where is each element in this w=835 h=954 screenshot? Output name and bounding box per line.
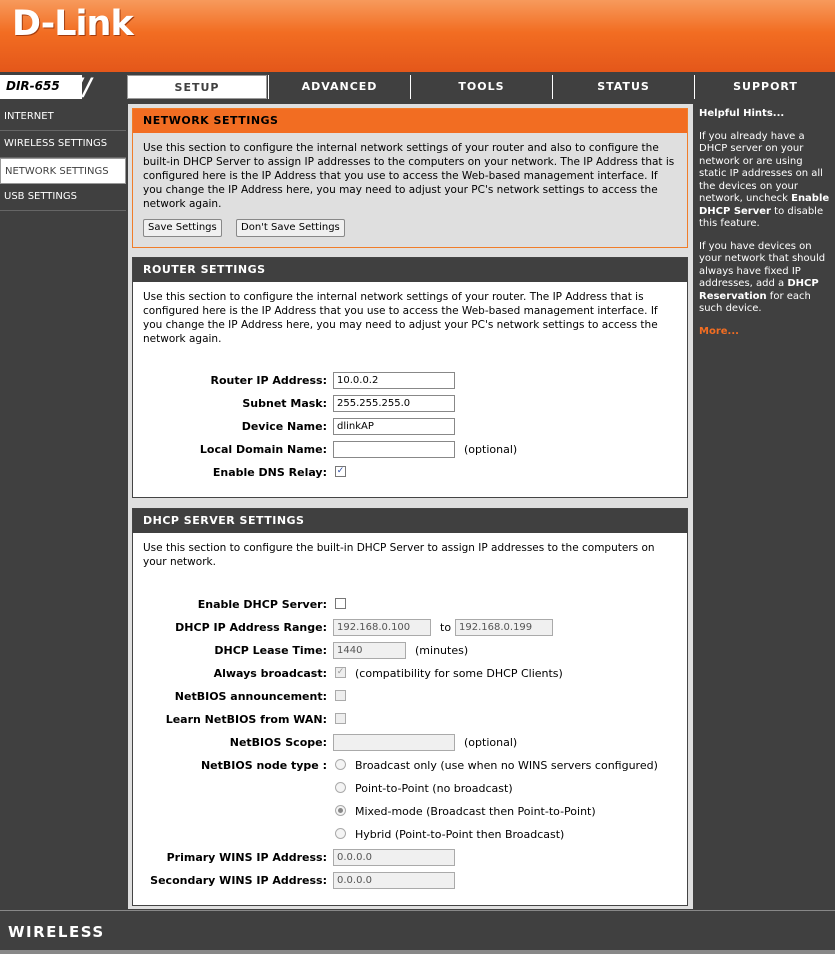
netbios-scope-input[interactable]	[333, 734, 455, 751]
hint2-bold: DHCP Reservation	[699, 278, 819, 302]
dhcp-settings-title: DHCP SERVER SETTINGS	[133, 509, 687, 533]
hint1-end: to disable this feature.	[699, 205, 824, 229]
hints-title: Helpful Hints...	[699, 108, 785, 119]
footer-wireless-label: WIRELESS	[8, 923, 105, 941]
device-name-input[interactable]: dlinkAP	[333, 418, 455, 435]
learn-netbios-label: Learn NetBIOS from WAN:	[165, 713, 327, 726]
node-mixed-row	[133, 803, 689, 823]
network-settings-desc: Use this section to configure the internal network settings of your router and also to configure the built-in DHCP Server to assign IP addresses to the computers on your network. The IP Address that is configured here is the IP Address that you use to access the Web-based management interface. If you change the IP Address here, you may need to adjust your PC's network settings to access the network again.	[143, 142, 675, 210]
netbios-scope-optional: (optional)	[464, 736, 518, 749]
main-content	[128, 104, 693, 909]
dhcp-lease-label: DHCP Lease Time:	[214, 644, 327, 657]
hint2-end: for each such device.	[699, 290, 811, 314]
always-broadcast-row	[133, 665, 689, 685]
node-broadcast-radio[interactable]	[335, 759, 346, 770]
subnet-mask-input[interactable]: 255.255.255.0	[333, 395, 455, 412]
netbios-announcement-label: NetBIOS announcement:	[174, 690, 327, 703]
dhcp-settings-desc: Use this section to configure the built-in DHCP Server to assign IP addresses to the computers on your network.	[143, 542, 655, 568]
always-broadcast-note: (compatibility for some DHCP Clients)	[355, 667, 563, 680]
dhcp-range-from-input[interactable]: 192.168.0.100	[333, 619, 431, 636]
node-hybrid-row	[133, 826, 689, 846]
tab-tools[interactable]: TOOLS	[410, 75, 552, 99]
node-p2p-radio[interactable]	[335, 782, 346, 793]
node-hybrid-radio[interactable]	[335, 828, 346, 839]
netbios-scope-label: NetBIOS Scope:	[229, 736, 327, 749]
dhcp-range-label: DHCP IP Address Range:	[175, 621, 327, 634]
always-broadcast-checkbox[interactable]: ✓	[336, 667, 345, 677]
dns-relay-label: Enable DNS Relay:	[212, 466, 327, 479]
dns-relay-row	[133, 464, 689, 484]
dhcp-range-to-label: to	[440, 621, 452, 634]
netbios-announcement-row	[133, 688, 689, 708]
node-hybrid-label: Hybrid (Point-to-Point then Broadcast)	[355, 828, 565, 841]
router-ip-label: Router IP Address:	[210, 374, 327, 387]
secondary-wins-input[interactable]: 0.0.0.0	[333, 872, 455, 889]
primary-wins-input[interactable]: 0.0.0.0	[333, 849, 455, 866]
netbios-scope-row	[133, 734, 689, 754]
router-ip-input[interactable]: 10.0.0.2	[333, 372, 455, 389]
local-domain-row	[133, 441, 689, 461]
nav-wireless-settings[interactable]: WIRELESS SETTINGS	[0, 131, 126, 158]
network-settings-section	[132, 108, 688, 248]
dlink-logo: D-Link	[12, 4, 133, 44]
hint1-text: If you already have a DHCP server on your network or are using static IP addresses on all the devices on your network, uncheck	[699, 130, 823, 204]
hint1-bold: Enable DHCP Server	[699, 193, 830, 217]
nav-usb-settings[interactable]: USB SETTINGS	[0, 184, 126, 211]
node-broadcast-label: Broadcast only (use when no WINS servers configured)	[355, 759, 658, 772]
dhcp-range-to-input[interactable]: 192.168.0.199	[455, 619, 553, 636]
tab-setup[interactable]: SETUP	[127, 75, 267, 99]
netbios-node-row	[133, 757, 689, 777]
network-settings-title: NETWORK SETTINGS	[133, 109, 687, 133]
local-domain-label: Local Domain Name:	[199, 443, 327, 456]
footer-bar	[0, 950, 835, 954]
nav-network-settings[interactable]: NETWORK SETTINGS	[0, 158, 126, 184]
hint-dhcp-reservation	[699, 241, 831, 316]
router-settings-desc: Use this section to configure the internal network settings of your router. The IP Address that is configured here is the IP Address that you use to access the Web-based management interface. If you change the IP Address here, you may need to adjust your PC's network settings to access the network again.	[143, 291, 658, 345]
router-settings-title: ROUTER SETTINGS	[133, 258, 687, 282]
subnet-mask-row	[133, 395, 689, 415]
dns-relay-checkbox[interactable]: ✓	[336, 466, 345, 476]
nav-internet[interactable]: INTERNET	[0, 104, 126, 131]
router-ip-row	[133, 372, 689, 392]
header-banner	[0, 0, 835, 72]
hint2-text: If you have devices on your network that should always have fixed IP addresses, add a	[699, 240, 826, 289]
tab-advanced[interactable]: ADVANCED	[268, 75, 410, 99]
netbios-announcement-checkbox[interactable]	[335, 690, 346, 701]
primary-wins-label: Primary WINS IP Address:	[166, 851, 327, 864]
dont-save-settings-button[interactable]: Don't Save Settings	[236, 219, 345, 237]
enable-dhcp-row	[133, 596, 689, 616]
helpful-hints-panel	[695, 104, 835, 909]
left-nav	[0, 104, 126, 211]
dhcp-range-row	[133, 619, 689, 639]
node-p2p-row	[133, 780, 689, 800]
save-settings-button[interactable]: Save Settings	[143, 219, 222, 237]
device-name-label: Device Name:	[241, 420, 327, 433]
tab-support[interactable]: SUPPORT	[694, 75, 835, 99]
node-p2p-label: Point-to-Point (no broadcast)	[355, 782, 513, 795]
primary-wins-row	[133, 849, 689, 869]
local-domain-optional: (optional)	[464, 443, 518, 456]
enable-dhcp-checkbox[interactable]	[335, 598, 346, 609]
dhcp-lease-input[interactable]: 1440	[333, 642, 406, 659]
hint-dhcp-server	[699, 131, 831, 231]
tab-status[interactable]: STATUS	[552, 75, 694, 99]
secondary-wins-row	[133, 872, 689, 892]
device-name-row	[133, 418, 689, 438]
dhcp-server-section	[132, 508, 688, 906]
dhcp-lease-minutes: (minutes)	[415, 644, 469, 657]
footer	[0, 910, 835, 954]
node-mixed-label: Mixed-mode (Broadcast then Point-to-Point)	[355, 805, 596, 818]
subnet-mask-label: Subnet Mask:	[242, 397, 327, 410]
always-broadcast-label: Always broadcast:	[213, 667, 327, 680]
learn-netbios-row	[133, 711, 689, 731]
secondary-wins-label: Secondary WINS IP Address:	[150, 874, 327, 887]
router-settings-section	[132, 257, 688, 498]
learn-netbios-checkbox[interactable]	[335, 713, 346, 724]
dhcp-lease-row	[133, 642, 689, 662]
more-link[interactable]: More...	[699, 325, 739, 337]
enable-dhcp-label: Enable DHCP Server:	[197, 598, 327, 611]
node-mixed-radio[interactable]	[335, 805, 346, 816]
slashes-decoration: / / /	[65, 73, 89, 101]
local-domain-input[interactable]	[333, 441, 455, 458]
model-label: DIR-655	[6, 79, 60, 93]
netbios-node-label: NetBIOS node type :	[200, 759, 327, 772]
